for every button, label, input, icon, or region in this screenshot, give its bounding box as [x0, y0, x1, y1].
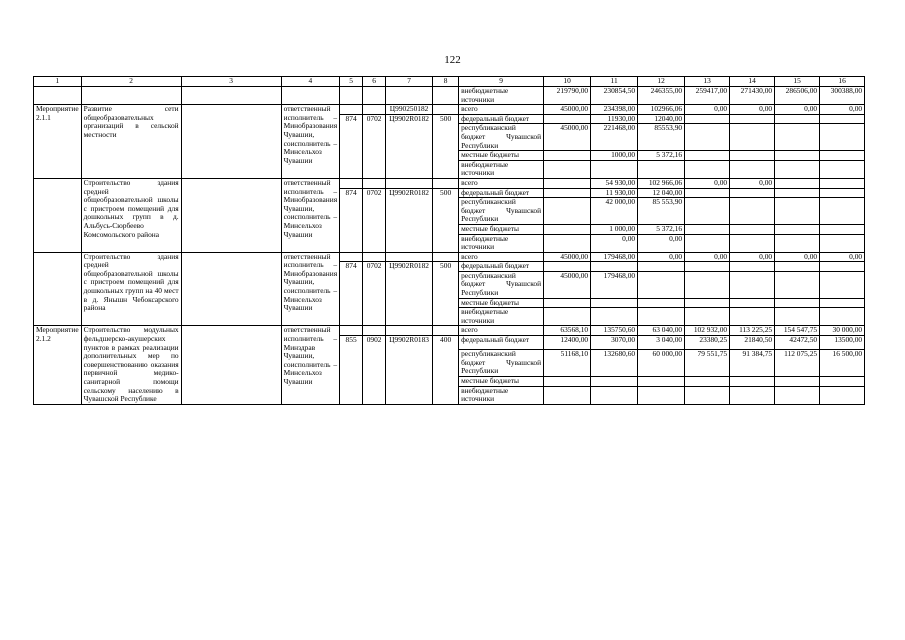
header-cell: 1 — [34, 77, 82, 87]
code-grbs: 874 — [340, 188, 363, 252]
amount-cell: 23380,25 — [685, 336, 730, 350]
funding-source: внебюджетные источники — [459, 308, 544, 326]
header-cell: 4 — [281, 77, 339, 87]
amount-cell — [591, 308, 638, 326]
amount-cell: 271430,00 — [730, 87, 775, 105]
amount-cell — [638, 160, 685, 178]
code-grbs — [340, 252, 363, 262]
amount-cell — [685, 271, 730, 298]
empty-cell — [363, 87, 386, 105]
amount-cell: 230854,50 — [591, 87, 638, 105]
amount-cell — [775, 198, 820, 225]
amount-cell — [820, 224, 865, 234]
amount-cell — [775, 386, 820, 404]
amount-cell — [685, 160, 730, 178]
header-cell: 9 — [459, 77, 544, 87]
amount-cell: 0,00 — [638, 234, 685, 252]
amount-cell — [775, 377, 820, 387]
amount-cell — [730, 124, 775, 151]
code-section — [363, 252, 386, 262]
amount-cell: 154 547,75 — [775, 326, 820, 336]
executor-cell: ответственный исполнитель – Минобразования Чувашии, соисполнитель – Минсельхоз Чувашии — [281, 105, 339, 179]
amount-cell — [685, 262, 730, 272]
program-table — [33, 76, 865, 405]
amount-cell — [544, 386, 591, 404]
header-cell: 3 — [181, 77, 281, 87]
amount-cell — [730, 234, 775, 252]
amount-cell — [544, 262, 591, 272]
amount-cell — [820, 271, 865, 298]
amount-cell — [544, 234, 591, 252]
code-target-item — [386, 252, 433, 262]
amount-cell: 79 551,75 — [685, 350, 730, 377]
funding-source: внебюджетные источники — [459, 386, 544, 404]
table-row — [34, 326, 865, 336]
amount-cell — [685, 386, 730, 404]
amount-cell — [820, 178, 865, 188]
amount-cell — [730, 271, 775, 298]
funding-source: федеральный бюджет — [459, 262, 544, 272]
code-section — [363, 105, 386, 115]
amount-cell: 0,00 — [730, 105, 775, 115]
code-grbs — [340, 105, 363, 115]
amount-cell: 0,00 — [685, 105, 730, 115]
code-expense-type: 500 — [433, 262, 459, 326]
amount-cell — [775, 178, 820, 188]
header-cell: 8 — [433, 77, 459, 87]
amount-cell: 5 372,16 — [638, 224, 685, 234]
funding-source: всего — [459, 178, 544, 188]
amount-cell: 0,00 — [730, 252, 775, 262]
code-section — [363, 326, 386, 336]
amount-cell: 63 040,00 — [638, 326, 685, 336]
amount-cell: 0,00 — [591, 234, 638, 252]
amount-cell: 11930,00 — [591, 114, 638, 124]
activity-name: Строительство модульных фельдшерско-акушерских пунктов в рамках реализации дополнительных мер по совершенствованию оказания первичной медико-санитарной помощи сельскому населению в Чувашской Республике — [81, 326, 181, 404]
header-cell: 14 — [730, 77, 775, 87]
amount-cell: 113 225,25 — [730, 326, 775, 336]
amount-cell: 11 930,00 — [591, 188, 638, 198]
amount-cell — [638, 386, 685, 404]
amount-cell: 102 966,06 — [638, 178, 685, 188]
amount-cell: 91 384,75 — [730, 350, 775, 377]
amount-cell — [685, 308, 730, 326]
amount-cell — [544, 178, 591, 188]
activity-name: Строительство здания средней общеобразовательной школы с пристроем помещений для дошкольных групп в д. Альбусь-Сюрбеево Комсомольского района — [81, 178, 181, 252]
amount-cell: 54 930,00 — [591, 178, 638, 188]
amount-cell: 12 040,00 — [638, 188, 685, 198]
code-grbs: 874 — [340, 262, 363, 326]
amount-cell — [820, 377, 865, 387]
amount-cell — [730, 114, 775, 124]
code-grbs: 874 — [340, 114, 363, 178]
code-expense-type — [433, 326, 459, 336]
code-target-item — [386, 178, 433, 188]
amount-cell: 5 372,16 — [638, 151, 685, 161]
amount-cell — [775, 160, 820, 178]
table-row — [34, 252, 865, 262]
funding-source: федеральный бюджет — [459, 336, 544, 350]
activity-label — [34, 252, 82, 326]
amount-cell: 286506,00 — [775, 87, 820, 105]
amount-cell — [638, 308, 685, 326]
amount-cell — [544, 160, 591, 178]
amount-cell — [730, 308, 775, 326]
amount-cell — [820, 124, 865, 151]
amount-cell — [544, 224, 591, 234]
amount-cell — [820, 262, 865, 272]
code-grbs: 855 — [340, 336, 363, 405]
amount-cell — [685, 114, 730, 124]
amount-cell — [638, 262, 685, 272]
header-cell: 12 — [638, 77, 685, 87]
code-grbs — [340, 326, 363, 336]
code-section: 0702 — [363, 188, 386, 252]
amount-cell: 21840,50 — [730, 336, 775, 350]
amount-cell — [820, 386, 865, 404]
amount-cell — [544, 114, 591, 124]
header-cell: 16 — [820, 77, 865, 87]
amount-cell — [730, 386, 775, 404]
amount-cell — [638, 298, 685, 308]
empty-cell — [81, 87, 181, 105]
amount-cell: 0,00 — [820, 252, 865, 262]
table-row — [34, 87, 865, 105]
amount-cell: 45000,00 — [544, 271, 591, 298]
amount-cell: 51168,10 — [544, 350, 591, 377]
code-section: 0702 — [363, 114, 386, 178]
funding-source: республиканский бюджет Чувашской Республики — [459, 198, 544, 225]
funding-source: федеральный бюджет — [459, 114, 544, 124]
empty-cell — [181, 87, 281, 105]
funding-source: федеральный бюджет — [459, 188, 544, 198]
amount-cell: 3070,00 — [591, 336, 638, 350]
amount-cell — [544, 377, 591, 387]
amount-cell — [730, 188, 775, 198]
code-section: 0902 — [363, 336, 386, 405]
amount-cell: 60 000,00 — [638, 350, 685, 377]
executor-cell: ответственный исполнитель – Минобразования Чувашии, соисполнитель – Минсельхоз Чувашии — [281, 252, 339, 326]
code-target-item: Ц9902R0183 — [386, 336, 433, 405]
amount-cell: 42472,50 — [775, 336, 820, 350]
amount-cell — [730, 224, 775, 234]
amount-cell: 0,00 — [730, 178, 775, 188]
amount-cell: 85 553,90 — [638, 198, 685, 225]
header-cell: 2 — [81, 77, 181, 87]
executor-cell: ответственный исполнитель – Минобразования Чувашии, соисполнитель – Минсельхоз Чувашии — [281, 178, 339, 252]
amount-cell — [820, 160, 865, 178]
amount-cell — [730, 151, 775, 161]
empty-cell — [181, 326, 281, 404]
funding-source: внебюджетные источники — [459, 87, 544, 105]
amount-cell — [775, 224, 820, 234]
amount-cell: 12040,00 — [638, 114, 685, 124]
code-section — [363, 178, 386, 188]
funding-source: всего — [459, 326, 544, 336]
amount-cell — [685, 198, 730, 225]
amount-cell — [544, 308, 591, 326]
funding-source: местные бюджеты — [459, 298, 544, 308]
amount-cell: 1 000,00 — [591, 224, 638, 234]
header-cell: 10 — [544, 77, 591, 87]
amount-cell: 63568,10 — [544, 326, 591, 336]
amount-cell — [591, 298, 638, 308]
amount-cell: 45000,00 — [544, 105, 591, 115]
amount-cell: 0,00 — [775, 252, 820, 262]
amount-cell — [544, 151, 591, 161]
amount-cell — [820, 151, 865, 161]
amount-cell: 0,00 — [820, 105, 865, 115]
amount-cell — [820, 298, 865, 308]
amount-cell — [775, 151, 820, 161]
funding-source: республиканский бюджет Чувашской Республики — [459, 124, 544, 151]
amount-cell — [591, 377, 638, 387]
amount-cell — [591, 386, 638, 404]
code-expense-type — [433, 178, 459, 188]
header-cell: 7 — [386, 77, 433, 87]
header-cell: 11 — [591, 77, 638, 87]
code-target-item: Ц9902R0182 — [386, 114, 433, 178]
amount-cell: 102 932,00 — [685, 326, 730, 336]
code-expense-type — [433, 252, 459, 262]
amount-cell — [775, 124, 820, 151]
amount-cell — [685, 124, 730, 151]
funding-source: местные бюджеты — [459, 151, 544, 161]
code-grbs — [340, 178, 363, 188]
amount-cell: 0,00 — [685, 178, 730, 188]
amount-cell — [685, 298, 730, 308]
code-target-item: Ц990250182 — [386, 105, 433, 115]
amount-cell — [775, 271, 820, 298]
header-cell: 13 — [685, 77, 730, 87]
amount-cell: 1000,00 — [591, 151, 638, 161]
amount-cell — [730, 377, 775, 387]
amount-cell — [638, 377, 685, 387]
code-target-item — [386, 326, 433, 336]
empty-cell — [340, 87, 363, 105]
amount-cell: 16 500,00 — [820, 350, 865, 377]
header-cell: 6 — [363, 77, 386, 87]
amount-cell — [775, 308, 820, 326]
funding-source: местные бюджеты — [459, 377, 544, 387]
table-row — [34, 178, 865, 188]
amount-cell: 45000,00 — [544, 124, 591, 151]
amount-cell: 13500,00 — [820, 336, 865, 350]
amount-cell: 12400,00 — [544, 336, 591, 350]
amount-cell — [820, 188, 865, 198]
amount-cell: 259417,00 — [685, 87, 730, 105]
amount-cell: 234398,00 — [591, 105, 638, 115]
funding-source: всего — [459, 252, 544, 262]
funding-source: республиканский бюджет Чувашской Республики — [459, 350, 544, 377]
activity-name: Развитие сети общеобразовательных организаций в сельской местности — [81, 105, 181, 179]
amount-cell — [685, 151, 730, 161]
empty-cell — [181, 105, 281, 179]
amount-cell: 300388,00 — [820, 87, 865, 105]
amount-cell — [638, 271, 685, 298]
amount-cell — [685, 224, 730, 234]
amount-cell: 30 000,00 — [820, 326, 865, 336]
activity-label — [34, 178, 82, 252]
amount-cell — [544, 188, 591, 198]
amount-cell: 42 000,00 — [591, 198, 638, 225]
empty-cell — [181, 252, 281, 326]
amount-cell — [544, 198, 591, 225]
amount-cell — [820, 234, 865, 252]
amount-cell — [685, 188, 730, 198]
empty-cell — [386, 87, 433, 105]
activity-name: Строительство здания средней общеобразовательной школы с пристроем помещений для дошкольных групп на 40 мест в д. Янышн Чебоксарского района — [81, 252, 181, 326]
code-section: 0702 — [363, 262, 386, 326]
amount-cell — [544, 298, 591, 308]
code-target-item: Ц9902R0182 — [386, 188, 433, 252]
amount-cell: 135750,60 — [591, 326, 638, 336]
activity-label: Мероприятие 2.1.2 — [34, 326, 82, 404]
amount-cell — [775, 114, 820, 124]
amount-cell: 102966,06 — [638, 105, 685, 115]
amount-cell — [820, 198, 865, 225]
executor-cell: ответственный исполнитель – Минздрав Чувашии, соисполнитель – Минсельхоз Чувашии — [281, 326, 339, 404]
amount-cell — [775, 298, 820, 308]
amount-cell: 0,00 — [638, 252, 685, 262]
amount-cell — [775, 234, 820, 252]
empty-cell — [34, 87, 82, 105]
amount-cell — [591, 262, 638, 272]
header-cell: 5 — [340, 77, 363, 87]
amount-cell — [730, 262, 775, 272]
amount-cell: 0,00 — [685, 252, 730, 262]
header-cell: 15 — [775, 77, 820, 87]
amount-cell — [820, 114, 865, 124]
code-target-item: Ц9902R0182 — [386, 262, 433, 326]
amount-cell — [685, 234, 730, 252]
code-expense-type: 500 — [433, 114, 459, 178]
table-row — [34, 105, 865, 115]
funding-source: внебюджетные источники — [459, 234, 544, 252]
amount-cell: 219790,00 — [544, 87, 591, 105]
header-row — [34, 77, 865, 87]
amount-cell: 246355,00 — [638, 87, 685, 105]
code-expense-type: 400 — [433, 336, 459, 405]
amount-cell — [775, 188, 820, 198]
funding-source: республиканский бюджет Чувашской Республики — [459, 271, 544, 298]
amount-cell: 179468,00 — [591, 271, 638, 298]
empty-cell — [281, 87, 339, 105]
amount-cell: 221468,00 — [591, 124, 638, 151]
amount-cell: 112 075,25 — [775, 350, 820, 377]
funding-source: местные бюджеты — [459, 224, 544, 234]
amount-cell — [775, 262, 820, 272]
amount-cell — [820, 308, 865, 326]
amount-cell — [730, 160, 775, 178]
amount-cell — [730, 298, 775, 308]
empty-cell — [181, 178, 281, 252]
amount-cell: 132680,60 — [591, 350, 638, 377]
empty-cell — [433, 87, 459, 105]
amount-cell — [730, 198, 775, 225]
activity-label: Мероприятие 2.1.1 — [34, 105, 82, 179]
amount-cell: 179468,00 — [591, 252, 638, 262]
funding-source: всего — [459, 105, 544, 115]
amount-cell: 0,00 — [775, 105, 820, 115]
code-expense-type: 500 — [433, 188, 459, 252]
amount-cell: 45000,00 — [544, 252, 591, 262]
code-expense-type — [433, 105, 459, 115]
funding-source: внебюджетные источники — [459, 160, 544, 178]
amount-cell: 3 040,00 — [638, 336, 685, 350]
amount-cell — [591, 160, 638, 178]
amount-cell — [685, 377, 730, 387]
amount-cell: 85553,90 — [638, 124, 685, 151]
page-number: 122 — [444, 54, 461, 66]
